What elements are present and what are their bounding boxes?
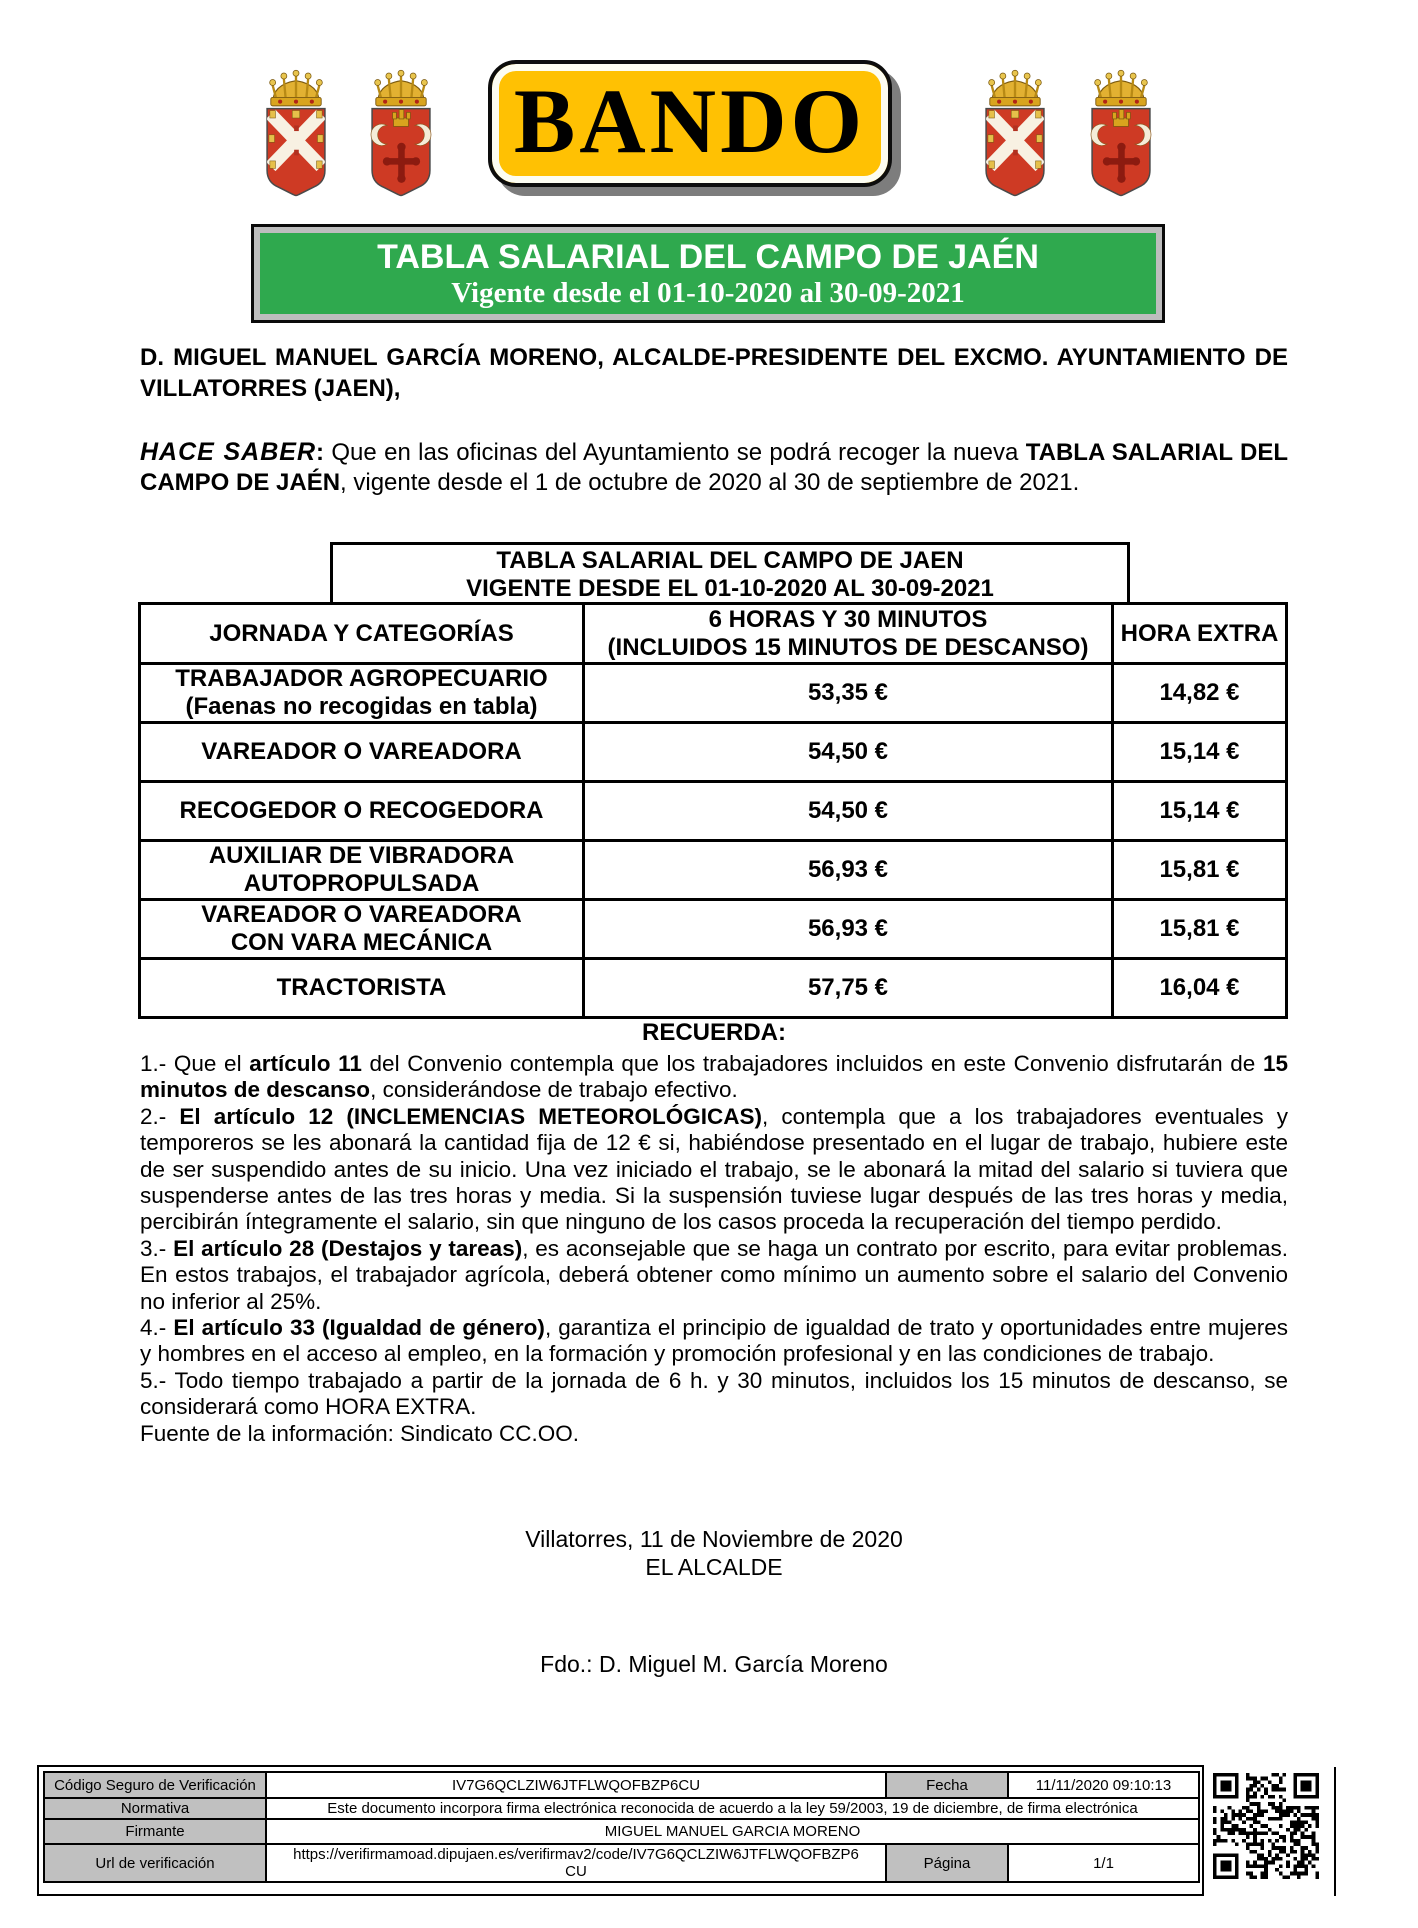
salary-table-title-box [330,542,1130,602]
category-cell: VAREADOR O VAREADORA [140,723,584,782]
wage-cell: 57,75 € [584,959,1113,1018]
wage-cell: 56,93 € [584,841,1113,900]
source-note: Fuente de la información: Sindicato CC.OO. [140,1420,579,1446]
column-header-jornada-6h30: 6 HORAS Y 30 MINUTOS (INCLUIDOS 15 MINUTOS DE DESCANSO) [584,604,1113,664]
signature-role: EL ALCALDE [645,1554,783,1580]
hace-saber-paragraph: HACE SABER: Que en las oficinas del Ayuntamiento se podrá recoger la nueva TABLA SALARIAL DEL CAMPO DE JAÉN, vigente desde el 1 de octubre de 2020 al 30 de septiembre de 2021. [140,438,1289,496]
category-cell: RECOGEDOR O RECOGEDORA [140,782,584,841]
verification-edge-mark [1334,1767,1336,1896]
normativa-value-cell: Este documento incorpora firma electrónica reconocida de acuerdo a la ley 59/2003, 19 de diciembre, de firma electrónica [266,1798,1199,1819]
qr-code-icon [1213,1773,1319,1879]
extra-cell: 15,81 € [1113,900,1287,959]
category-cell: TRABAJADOR AGROPECUARIO (Faenas no recogidas en tabla) [140,664,584,723]
firmante-value-cell: MIGUEL MANUEL GARCIA MORENO [266,1819,1199,1844]
extra-cell: 16,04 € [1113,959,1287,1018]
coat-of-arms-cross-icon [1078,62,1164,202]
verification-url: https://verifirmamoad.dipujaen.es/verifirmav2/code/IV7G6QCLZIW6JTFLWQOFBZP6CU [293,1846,859,1880]
csv-value-cell: IV7G6QCLZIW6JTFLWQOFBZP6CU [266,1772,886,1798]
coat-of-arms-cross-icon [358,62,444,202]
table-row [140,959,1287,1018]
signature-name: Fdo.: D. Miguel M. García Moreno [540,1651,888,1677]
verification-box [37,1765,1204,1896]
table-row [140,782,1287,841]
table-row [140,900,1287,959]
coat-of-arms-saltire-icon [253,62,339,202]
fecha-label-cell: Fecha [886,1772,1008,1798]
bando-title: BANDO [513,69,867,172]
coat-of-arms-saltire-icon [972,62,1058,202]
category-cell: VAREADOR O VAREADORA CON VARA MECÁNICA [140,900,584,959]
banner-subtitle: Vigente desde el 01-10-2020 al 30-09-2021 [451,276,965,309]
category-cell: TRACTORISTA [140,959,584,1018]
recuerda-point-1: 1.- Que el artículo 11 del Convenio contempla que los trabajadores incluidos en este Convenio disfrutarán de 15 minutos de descanso, considerándose de trabajo efectivo. [140,1051,1288,1103]
recuerda-points [140,1051,1288,1447]
table-header-row [140,604,1287,664]
pagina-label-cell: Página [886,1844,1008,1882]
bando-badge [488,60,892,187]
wage-cell: 54,50 € [584,782,1113,841]
table-row [140,723,1287,782]
recuerda-point-2: 2.- El artículo 12 (INCLEMENCIAS METEOROLÓGICAS), contempla que a los trabajadores eventuales y temporeros se les abonará la cantidad fija de 12 € si, habiéndose presentado en el lugar de trabajo, hubiere este de ser suspendido antes de su inicio. Una vez iniciado el trabajo, se le abonará la mitad del salario si tuviera que suspenderse antes de las tres horas y media. Si la suspensión tuviese lugar después de las tres horas y media, percibirán íntegramente el salario, sin que ninguno de los casos proceda la recuperación del tiempo perdido. [140,1103,1288,1235]
verification-row-url [44,1844,1199,1882]
pagina-value-cell: 1/1 [1008,1844,1199,1882]
wage-cell: 54,50 € [584,723,1113,782]
extra-cell: 15,14 € [1113,782,1287,841]
verification-row-csv [44,1772,1199,1798]
salary-banner [251,224,1165,323]
salary-table [138,602,1288,1019]
table-row [140,841,1287,900]
column-header-jornada: JORNADA Y CATEGORÍAS [140,604,584,664]
recuerda-point-4: 4.- El artículo 33 (Igualdad de género), garantiza el principio de igualdad de trato y oportunidades entre mujeres y hombres en el acceso al empleo, en la formación y promoción profesional y en las condiciones de trabajo. [140,1315,1288,1367]
hace-saber-lead: HACE SABER [140,438,316,466]
extra-cell: 15,81 € [1113,841,1287,900]
fecha-value-cell: 11/11/2020 09:10:13 [1008,1772,1199,1798]
url-value-cell [266,1844,886,1882]
table-row [140,664,1287,723]
salary-table-title-line2: VIGENTE DESDE EL 01-10-2020 AL 30-09-2021 [466,575,994,602]
extra-cell: 14,82 € [1113,664,1287,723]
recuerda-point-5: 5.- Todo tiempo trabajado a partir de la jornada de 6 h. y 30 minutos, incluidos los 15 minutos de descanso, se considerará como HORA EXTRA. [140,1367,1288,1420]
url-label-cell: Url de verificación [44,1844,266,1882]
salary-table-title-line1: TABLA SALARIAL DEL CAMPO DE JAEN [496,547,964,574]
category-cell: AUXILIAR DE VIBRADORA AUTOPROPULSADA [140,841,584,900]
extra-cell: 15,14 € [1113,723,1287,782]
firmante-label-cell: Firmante [44,1819,266,1844]
recuerda-heading: RECUERDA: [642,1019,786,1046]
document-title-inline: TABLA SALARIAL DEL CAMPO DE JAÉN [140,439,1289,496]
csv-label-cell: Código Seguro de Verificación [44,1772,266,1798]
wage-cell: 53,35 € [584,664,1113,723]
intro-paragraph: D. MIGUEL MANUEL GARCÍA MORENO, ALCALDE-PRESIDENTE DEL EXCMO. AYUNTAMIENTO DE VILLATORRES (JAEN), [140,344,1288,402]
verification-row-firmante [44,1819,1199,1844]
banner-title: TABLA SALARIAL DEL CAMPO DE JAÉN [377,237,1039,276]
verification-row-normativa [44,1798,1199,1819]
signature-block [140,1525,1288,1581]
column-header-hora-extra: HORA EXTRA [1113,604,1287,664]
signature-place-date: Villatorres, 11 de Noviembre de 2020 [525,1526,903,1552]
recuerda-point-3: 3.- El artículo 28 (Destajos y tareas), es aconsejable que se haga un contrato por escrito, para evitar problemas. En estos trabajos, el trabajador agrícola, deberá obtener como mínimo un aumento sobre el salario del Convenio no inferior al 25%. [140,1235,1289,1314]
verification-table [43,1771,1200,1883]
wage-cell: 56,93 € [584,900,1113,959]
normativa-label-cell: Normativa [44,1798,266,1819]
